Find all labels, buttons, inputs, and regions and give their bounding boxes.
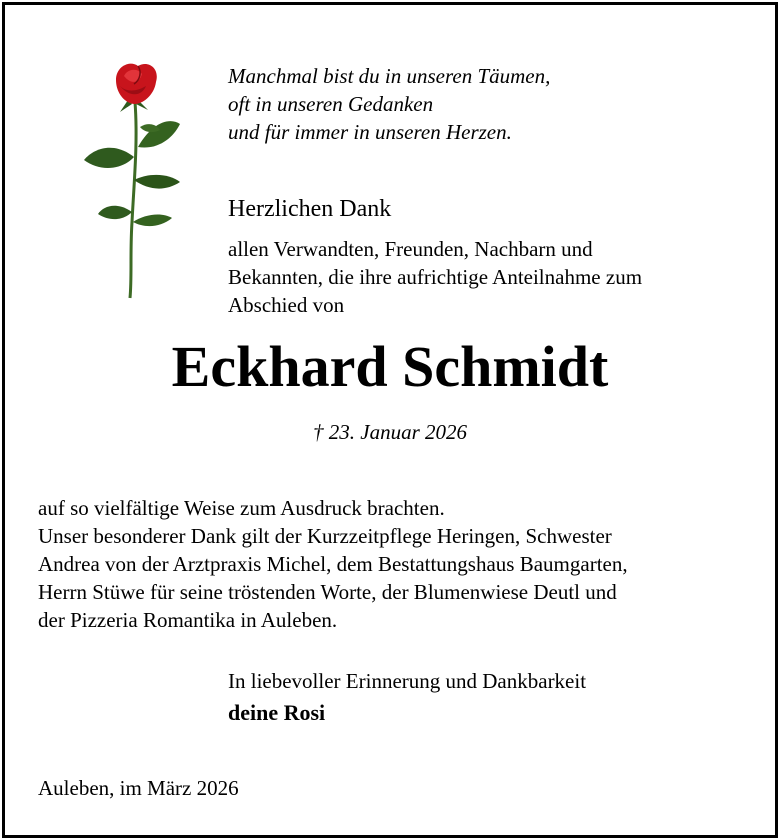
deceased-name: Eckhard Schmidt bbox=[171, 334, 609, 399]
thanks-line: allen Verwandten, Freunden, Nachbarn und bbox=[228, 237, 593, 261]
memorial-poem bbox=[228, 62, 550, 146]
message-line: auf so vielfältige Weise zum Ausdruck brachten. bbox=[38, 496, 445, 520]
thanks-heading: Herzlichen Dank bbox=[228, 196, 392, 222]
poem-line: und für immer in unseren Herzen. bbox=[228, 120, 512, 144]
message-line: Unser besonderer Dank gilt der Kurzzeitpflege Heringen, Schwester bbox=[38, 524, 612, 548]
remembrance-line: In liebevoller Erinnerung und Dankbarkeit bbox=[228, 669, 587, 693]
poem-line: oft in unseren Gedanken bbox=[228, 92, 434, 116]
thanks-message bbox=[38, 494, 628, 634]
thanks-text bbox=[228, 235, 642, 319]
message-line: Andrea von der Arztpraxis Michel, dem Bestattungshaus Baumgarten, bbox=[38, 552, 628, 576]
thanks-line: Abschied von bbox=[228, 293, 345, 317]
signature: deine Rosi bbox=[228, 700, 326, 725]
poem-line: Manchmal bist du in unseren Täumen, bbox=[228, 64, 551, 88]
place-and-date: Auleben, im März 2026 bbox=[38, 776, 239, 800]
rose-icon bbox=[80, 62, 200, 302]
death-date: † 23. Januar 2026 bbox=[313, 420, 467, 444]
message-line: Herrn Stüwe für seine tröstenden Worte, der Blumenwiese Deutl und bbox=[38, 580, 617, 604]
message-line: der Pizzeria Romantika in Auleben. bbox=[38, 608, 338, 632]
thanks-line: Bekannten, die ihre aufrichtige Anteilnahme zum bbox=[228, 265, 643, 289]
